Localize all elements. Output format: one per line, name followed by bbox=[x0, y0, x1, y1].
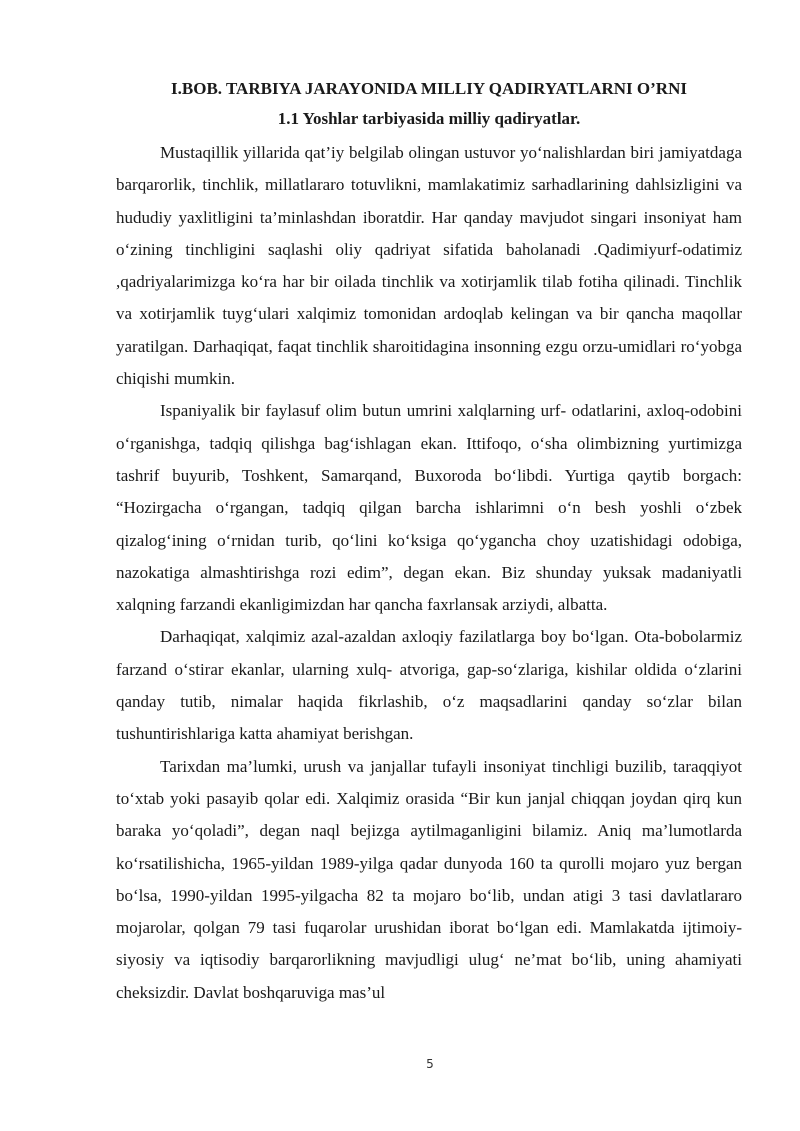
section-title: 1.1 Yoshlar tarbiyasida milliy qadiryatlar. bbox=[277, 109, 581, 128]
chapter-title: I.BOB. TARBIYA JARAYONIDA MILLIY QADIRYATLARNI O’RNI bbox=[171, 79, 687, 98]
page-number: 5 bbox=[426, 1057, 434, 1071]
body-paragraph: Mustaqillik yillarida qat’iy belgilab olingan ustuvor yo‘nalishlardan biri jamiyatdaga barqarorlik, tinchlik, millatlararo totuvlikni, mamlakatimiz sarhadlarining dahlsizligini va hududiy yaxlitligini ta’minlashdan iboratdir. Har qanday mavjudot singari insoniyat ham o‘zining tinchligini saqlashi oliy qadriyat sifatida baholanadi .Qadimiyurf-odatimiz ,qadriyalarimizga ko‘ra har bir oilada tinchlik va xotirjamlik tilab fotiha qilinadi. Tinchlik va xotirjamlik tuyg‘ulari xalqimiz tomonidan ardoqlab kelingan va bir qancha maqollar yaratilgan. Darhaqiqat, faqat tinchlik sharoitidagina insonning ezgu orzu-umidlari ro‘yobga chiqishi mumkin. bbox=[116, 143, 742, 389]
body-paragraph: Darhaqiqat, xalqimiz azal-azaldan axloqiy fazilatlarga boy bo‘lgan. Ota-bobolarmiz farzand o‘stirar ekanlar, ularning xulq- atvoriga, gap-so‘zlariga, kishilar oldida o‘zlarini qanday tutib, nimalar haqida fikrlashib, o‘z maqsadlarini qanday so‘zlar bilan tushuntirishlariga katta ahamiyat berishgan. bbox=[116, 627, 742, 744]
body-paragraph: Ispaniyalik bir faylasuf olim butun umrini xalqlarning urf- odatlarini, axloq-odobini o‘rganishga, tadqiq qilishga bag‘ishlagan ekan. Ittifoqo, o‘sha olimbizning yurtimizga tashrif buyurib, Toshkent, Samarqand, Buxoroda bo‘libdi. Yurtiga qaytib borgach: “Hozirgacha o‘rgangan, tadqiq qilgan barcha ishlarimni o‘n besh yoshli o‘zbek qizalog‘ining o‘rnidan turib, qo‘lini ko‘ksiga qo‘yganchа choy uzatishidagi odobiga, nazokatiga almashtirishga rozi edim”, degan ekan. Biz shunday yuksak madaniyatli xalqning farzandi ekanligimizdan har qancha faxrlansak arziydi, albatta. bbox=[116, 401, 742, 615]
page-content bbox=[116, 74, 742, 1009]
body-paragraph: Tarixdan ma’lumki, urush va janjallar tufayli insoniyat tinchligi buzilib, taraqqiyot to‘xtab yoki pasayib qolar edi. Xalqimiz orasida “Bir kun janjal chiqqan joydan qirq kun baraka yo‘qoladi”, degan naql bejizga aytilmaganligini bilamiz. Aniq ma’lumotlarda ko‘rsatilishicha, 1965-yildan 1989-yilga qadar dunyoda 160 ta qurolli mojaro yuz bergan bo‘lsa, 1990-yildan 1995-yilgacha 82 ta mojaro bo‘lib, undan atigi 3 tasi davlatlararo mojarolar, qolgan 79 tasi fuqarolar urushidan iborat bo‘lgan edi. Mamlakatda ijtimoiy-siyosiy va iqtisodiy barqarorlikning mavjudligi ulug‘ ne’mat bo‘lib, uning ahamiyati cheksizdir. Davlat boshqaruviga mas’ul bbox=[116, 756, 742, 1002]
